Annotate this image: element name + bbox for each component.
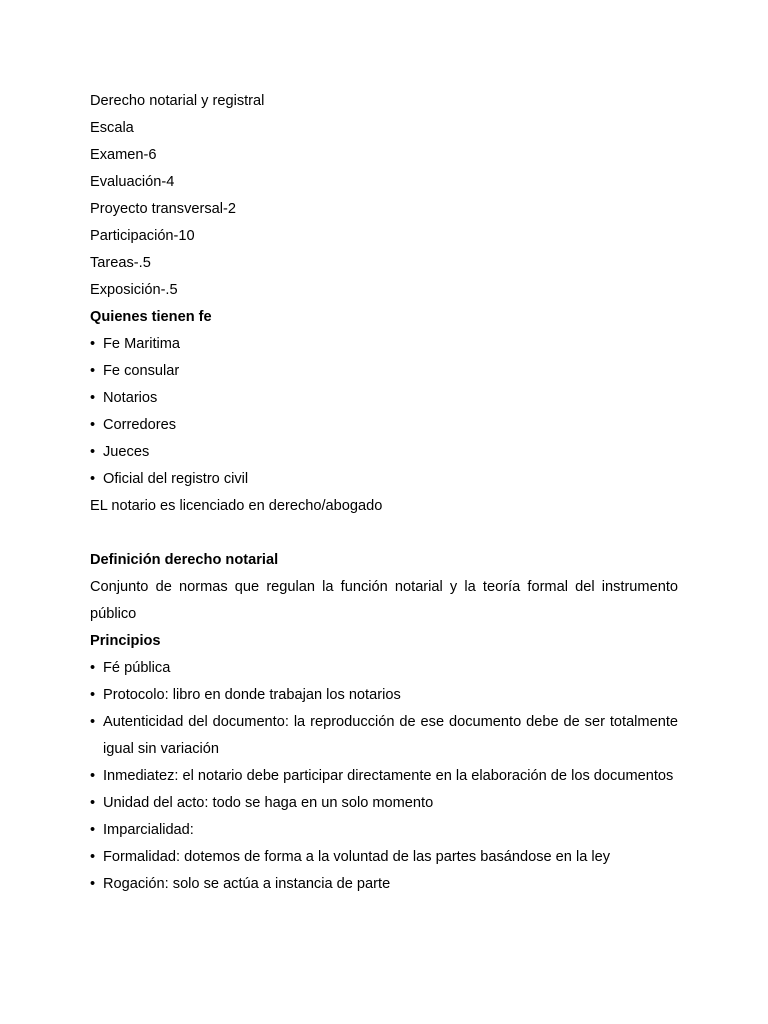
bullet-icon: • <box>90 417 96 433</box>
list-item: • Inmediatez: el notario debe participar directamente en la elaboración de los documentos <box>90 763 678 790</box>
header-line-participacion: Participación-10 <box>90 228 195 244</box>
list-item: • Corredores <box>90 412 678 439</box>
section-heading-fe: Quienes tienen fe <box>90 309 212 325</box>
notario-note: EL notario es licenciado en derecho/abogado <box>90 498 383 514</box>
bullet-icon: • <box>90 390 96 406</box>
fe-list <box>90 331 678 493</box>
list-item: • Unidad del acto: todo se haga en un solo momento <box>90 790 678 817</box>
bullet-icon: • <box>90 822 96 838</box>
section-heading-definicion: Definición derecho notarial <box>90 552 279 568</box>
bullet-icon: • <box>90 660 96 676</box>
list-item: • Oficial del registro civil <box>90 466 678 493</box>
header-line-title: Derecho notarial y registral <box>90 93 265 109</box>
bullet-icon: • <box>90 768 96 784</box>
definition-paragraph: Conjunto de normas que regulan la función notarial y la teoría formal del instrumento público <box>90 579 678 622</box>
bullet-icon: • <box>90 714 96 730</box>
list-item: • Notarios <box>90 385 678 412</box>
bullet-icon: • <box>90 471 96 487</box>
list-item: • Rogación: solo se actúa a instancia de parte <box>90 871 678 898</box>
list-item: • Fe Maritima <box>90 331 678 358</box>
bullet-icon: • <box>90 444 96 460</box>
bullet-icon: • <box>90 849 96 865</box>
list-item: • Fe consular <box>90 358 678 385</box>
header-line-tareas: Tareas-.5 <box>90 255 151 271</box>
bullet-icon: • <box>90 363 96 379</box>
header-line-exposicion: Exposición-.5 <box>90 282 178 298</box>
bullet-icon: • <box>90 876 96 892</box>
list-item: • Autenticidad del documento: la reproducción de ese documento debe de ser totalmente igual sin variación <box>90 709 678 763</box>
header-line-escala: Escala <box>90 120 134 136</box>
bullet-icon: • <box>90 687 96 703</box>
principios-list <box>90 655 678 898</box>
list-item: • Formalidad: dotemos de forma a la voluntad de las partes basándose en la ley <box>90 844 678 871</box>
section-heading-principios: Principios <box>90 633 161 649</box>
spacer <box>90 520 678 547</box>
list-item: • Protocolo: libro en donde trabajan los notarios <box>90 682 678 709</box>
bullet-icon: • <box>90 336 96 352</box>
header-line-evaluacion: Evaluación-4 <box>90 174 175 190</box>
list-item: • Fé pública <box>90 655 678 682</box>
header-line-examen: Examen-6 <box>90 147 157 163</box>
header-line-proyecto: Proyecto transversal-2 <box>90 201 236 217</box>
list-item: • Jueces <box>90 439 678 466</box>
list-item: • Imparcialidad: <box>90 817 678 844</box>
bullet-icon: • <box>90 795 96 811</box>
